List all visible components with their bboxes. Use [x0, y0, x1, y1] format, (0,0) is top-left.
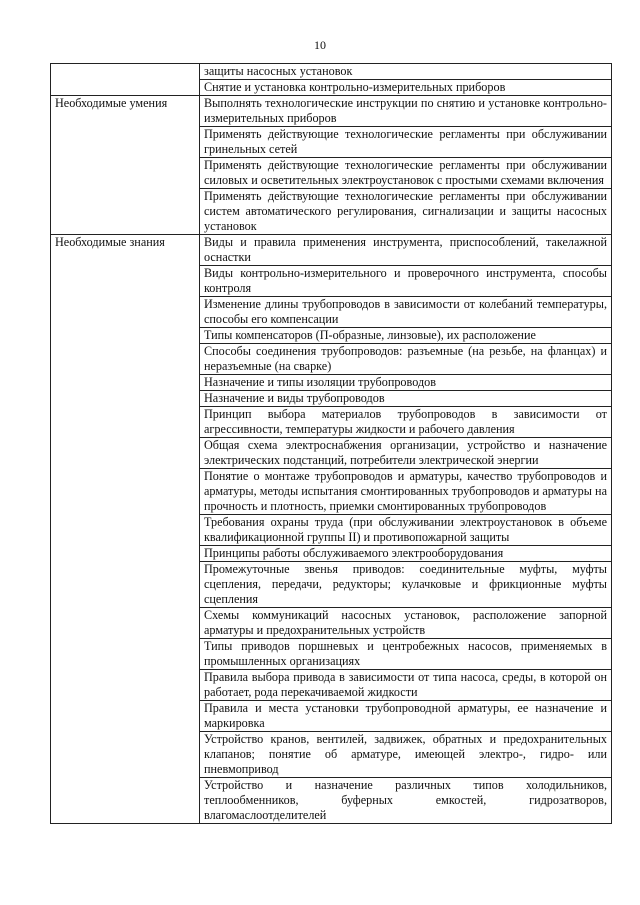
requirement-item: Общая схема электроснабжения организации, устройство и назначение электрических подстанций, потребители электрической энергии — [200, 438, 612, 469]
requirement-item: Назначение и виды трубопроводов — [200, 391, 612, 407]
requirement-item: Типы компенсаторов (П-образные, линзовые), их расположение — [200, 328, 612, 344]
requirement-item: Принцип выбора материалов трубопроводов в зависимости от агрессивности, температуры жидкости и рабочего давления — [200, 407, 612, 438]
requirement-item: Правила и места установки трубопроводной арматуры, ее назначение и маркировка — [200, 701, 612, 732]
requirement-item: Устройство и назначение различных типов холодильников, теплообменников, буферных емкостей, гидрозатворов, влагомаслоотделителей — [200, 778, 612, 824]
requirement-item: Промежуточные звенья приводов: соединительные муфты, муфты сцепления, передачи, редукторы; кулачковые и фрикционные муфты сцепления — [200, 562, 612, 608]
requirement-item: Устройство кранов, вентилей, задвижек, обратных и предохранительных клапанов; понятие об арматуре, имеющей электро-, гидро- или пневмопривод — [200, 732, 612, 778]
requirement-item: Применять действующие технологические регламенты при обслуживании силовых и осветительных электроустановок с простыми схемами включения — [200, 158, 612, 189]
requirement-item: Способы соединения трубопроводов: разъемные (на резьбе, на фланцах) и неразъемные (на сварке) — [200, 344, 612, 375]
requirement-item: Назначение и типы изоляции трубопроводов — [200, 375, 612, 391]
requirement-item: Изменение длины трубопроводов в зависимости от колебаний температуры, способы его компенсации — [200, 297, 612, 328]
requirement-item: защиты насосных установок — [200, 64, 612, 80]
requirement-item: Применять действующие технологические регламенты при обслуживании систем автоматического регулирования, сигнализации и защиты насосных установок — [200, 189, 612, 235]
requirement-item: Принципы работы обслуживаемого электрооборудования — [200, 546, 612, 562]
requirement-item: Схемы коммуникаций насосных установок, расположение запорной арматуры и предохранительных устройств — [200, 608, 612, 639]
requirement-item: Снятие и установка контрольно-измерительных приборов — [200, 80, 612, 96]
table-row — [51, 96, 612, 127]
requirement-item: Типы приводов поршневых и центробежных насосов, применяемых в промышленных организациях — [200, 639, 612, 670]
table-row — [51, 235, 612, 266]
requirement-item: Требования охраны труда (при обслуживании электроустановок в объеме квалификационной группы II) и противопожарной защиты — [200, 515, 612, 546]
requirement-item: Виды контрольно-измерительного и проверочного инструмента, способы контроля — [200, 266, 612, 297]
category-label: Необходимые умения — [51, 96, 200, 235]
requirement-item: Понятие о монтаже трубопроводов и арматуры, качество трубопроводов и арматуры, методы испытания смонтированных трубопроводов и арматуры на прочность и плотность, приемки смонтированных трубопроводов — [200, 469, 612, 515]
requirement-item: Виды и правила применения инструмента, приспособлений, такелажной оснастки — [200, 235, 612, 266]
requirement-item: Применять действующие технологические регламенты при обслуживании гринельных сетей — [200, 127, 612, 158]
category-label: Необходимые знания — [51, 235, 200, 824]
table-row — [51, 64, 612, 80]
requirements-table — [50, 63, 612, 824]
requirement-item: Правила выбора привода в зависимости от типа насоса, среды, в которой он работает, рода перекачиваемой жидкости — [200, 670, 612, 701]
page-number: 10 — [314, 38, 326, 52]
category-label — [51, 64, 200, 96]
requirement-item: Выполнять технологические инструкции по снятию и установке контрольно-измерительных приборов — [200, 96, 612, 127]
